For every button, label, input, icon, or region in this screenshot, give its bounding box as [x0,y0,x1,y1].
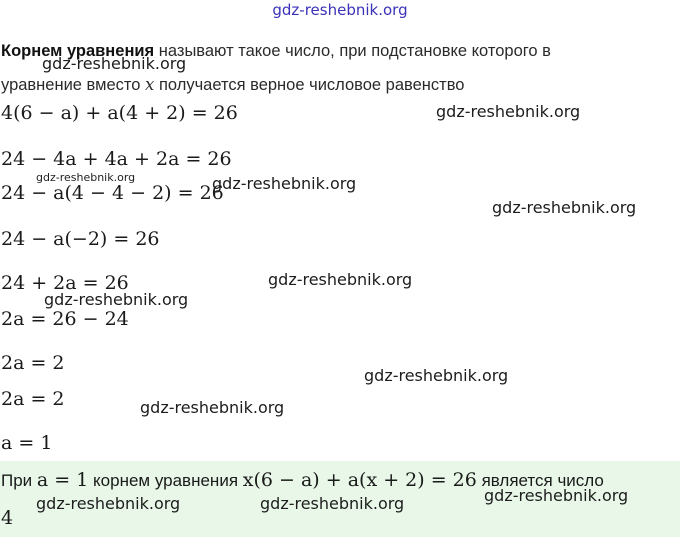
equation-step-6: 2a = 26 − 24 [1,308,129,330]
watermark: gdz-reshebnik.org [36,494,181,513]
answer-middle: корнем уравнения [88,471,243,490]
equation-step-5: 24 + 2a = 26 [1,272,129,294]
watermark-top: gdz-reshebnik.org [272,1,408,19]
equation-step-1: 4(6 − a) + a(4 + 2) = 26 [1,102,238,124]
definition-variable: x [145,75,155,94]
definition-term: Корнем уравнения [1,42,155,60]
watermark: gdz-reshebnik.org [36,171,136,184]
watermark: gdz-reshebnik.org [492,198,637,217]
definition-text-3: получается верное числовое равенство [154,76,465,94]
equation-step-8: 2a = 2 [1,388,65,410]
watermark: gdz-reshebnik.org [484,486,629,505]
answer-suffix: является число [476,471,604,490]
equation-step-7: 2a = 2 [1,352,65,374]
equation-step-3: 24 − a(4 − 4 − 2) = 26 [1,182,224,204]
watermark: gdz-reshebnik.org [268,270,413,289]
watermark: gdz-reshebnik.org [140,398,285,417]
definition-text-1: называют такое число, при подстановке которого в [154,42,551,60]
watermark: gdz-reshebnik.org [364,366,509,385]
answer-condition: a = 1 [36,469,89,491]
answer-prefix: При [1,471,37,490]
watermark: gdz-reshebnik.org [260,494,405,513]
equation-step-4: 24 − a(−2) = 26 [1,228,160,250]
watermark: gdz-reshebnik.org [44,290,189,309]
equation-step-9: a = 1 [1,432,53,454]
watermark: gdz-reshebnik.org [42,54,187,73]
definition-text-2: уравнение вместо [1,76,146,94]
watermark: gdz-reshebnik.org [212,174,357,193]
answer-equation: x(6 − a) + a(x + 2) = 26 [242,469,477,491]
equation-step-2: 24 − 4a + 4a + 2a = 26 [1,148,232,170]
answer-value: 4 [1,507,14,529]
watermark: gdz-reshebnik.org [436,102,581,121]
